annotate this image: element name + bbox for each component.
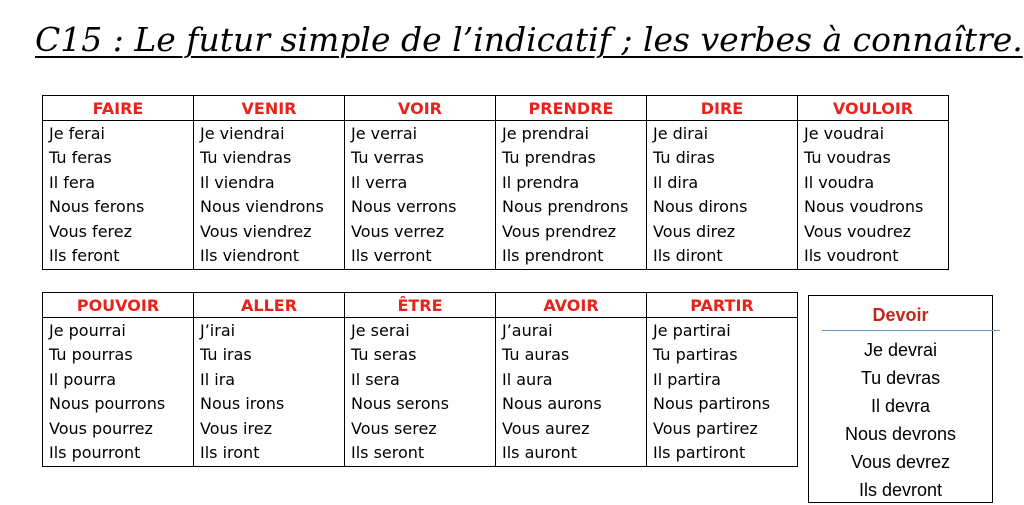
conjugated-form: Nous prendrons (502, 197, 629, 217)
conjugated-form: Tu viendras (200, 148, 292, 168)
conjugated-form: Il verra (351, 172, 408, 192)
conjugated-form: Il viendra (200, 172, 275, 192)
conjugated-form: Ils verront (351, 245, 432, 265)
conjugated-form: Nous viendrons (200, 197, 324, 217)
conjugated-form: Je devrai (863, 340, 938, 360)
conjugated-form: Je serai (351, 321, 410, 340)
verb-header: VENIR (194, 96, 345, 121)
conjugated-form: Tu devras (860, 368, 941, 388)
conjugated-form: Ils partiront (653, 442, 746, 462)
conjugated-form: Ils seront (351, 442, 425, 462)
conjugated-form: Nous voudrons (804, 197, 924, 217)
conjugated-form: Nous irons (200, 394, 285, 414)
conjugated-form: Il partira (653, 369, 721, 389)
verb-column (345, 318, 496, 467)
forms-row (43, 121, 949, 270)
conjugated-form: Ils auront (502, 442, 577, 462)
conjugated-form: Je voudrai (804, 124, 885, 143)
conjugated-form: Vous aurez (502, 418, 590, 438)
conjugated-form: Ils devront (858, 480, 943, 500)
conjugated-form: Tu verras (351, 148, 424, 168)
conjugated-form: Il pourra (49, 369, 117, 389)
verb-column (647, 121, 798, 270)
conjugated-form: Il sera (351, 369, 400, 389)
conjugated-form: Tu pourras (49, 345, 133, 365)
conjugated-form: Tu prendras (502, 148, 596, 168)
conjugated-form: Tu diras (653, 148, 715, 168)
header-row (43, 293, 798, 318)
conjugated-form: Tu voudras (804, 148, 891, 168)
conjugated-form: Tu iras (200, 345, 252, 365)
verb-column (647, 318, 798, 467)
conjugation-table-1 (42, 95, 949, 270)
devoir-title: Devoir (872, 305, 929, 325)
conjugated-form: Tu partiras (653, 345, 738, 365)
conjugated-form: Nous pourrons (49, 394, 166, 414)
conjugated-form: Il devra (870, 396, 931, 416)
page-title: C15 : Le futur simple de l’indicatif ; les verbes à connaître. (35, 20, 1023, 59)
conjugated-form: Vous prendrez (502, 221, 617, 241)
forms-row (43, 318, 798, 467)
conjugated-form: Vous devrez (850, 452, 951, 472)
verb-column (194, 318, 345, 467)
verb-header: PRENDRE (496, 96, 647, 121)
header-row (43, 96, 949, 121)
verb-header: FAIRE (43, 96, 194, 121)
verb-header: DIRE (647, 96, 798, 121)
conjugated-form: Il fera (49, 172, 96, 192)
verb-column (43, 121, 194, 270)
conjugated-form: Il voudra (804, 172, 875, 192)
conjugated-form: Ils iront (200, 442, 260, 462)
conjugated-form: Vous viendrez (200, 221, 312, 241)
conjugated-form: Nous partirons (653, 394, 771, 414)
conjugated-form: Je viendrai (200, 124, 285, 143)
verb-header: ALLER (194, 293, 345, 318)
conjugated-form: Nous dirons (653, 197, 748, 217)
conjugated-form: Vous direz (653, 221, 736, 241)
verb-column (798, 121, 949, 270)
conjugated-form: Nous serons (351, 394, 449, 414)
conjugated-form: Tu auras (502, 345, 570, 365)
conjugated-form: Je ferai (49, 124, 105, 143)
conjugated-form: Vous pourrez (49, 418, 153, 438)
conjugated-form: Nous ferons (49, 197, 145, 217)
conjugated-form: Ils viendront (200, 245, 300, 265)
conjugated-form: Ils voudront (804, 245, 899, 265)
conjugated-form: Ils prendront (502, 245, 604, 265)
conjugated-form: Je prendrai (502, 124, 589, 143)
conjugated-form: Vous ferez (49, 221, 132, 241)
conjugated-form: Vous partirez (653, 418, 758, 438)
conjugated-form: Il ira (200, 369, 236, 389)
verb-column (43, 318, 194, 467)
conjugated-form: Vous serez (351, 418, 437, 438)
divider (822, 330, 1000, 331)
verb-header: PARTIR (647, 293, 798, 318)
verb-header: POUVOIR (43, 293, 194, 318)
conjugated-form: Il aura (502, 369, 553, 389)
conjugated-form: Ils pourront (49, 442, 141, 462)
verb-column (496, 121, 647, 270)
conjugation-table-2 (42, 292, 798, 467)
conjugated-form: Ils diront (653, 245, 723, 265)
conjugated-form: Je partirai (653, 321, 731, 340)
conjugated-form: Je verrai (351, 124, 418, 143)
conjugated-form: Vous irez (200, 418, 272, 438)
conjugated-form: Nous aurons (502, 394, 602, 414)
verb-header: VOULOIR (798, 96, 949, 121)
conjugated-form: Tu feras (49, 148, 112, 168)
verb-column (194, 121, 345, 270)
conjugated-form: Ils feront (49, 245, 120, 265)
conjugated-form: Vous verrez (351, 221, 445, 241)
conjugated-form: Il dira (653, 172, 699, 192)
conjugated-form: J’irai (200, 321, 236, 340)
conjugated-form: J’aurai (502, 321, 553, 340)
conjugated-form: Tu seras (351, 345, 417, 365)
devoir-box (808, 295, 993, 503)
conjugated-form: Je dirai (653, 124, 709, 143)
verb-header: AVOIR (496, 293, 647, 318)
verb-header: ÊTRE (345, 293, 496, 318)
verb-column (496, 318, 647, 467)
conjugated-form: Nous devrons (844, 424, 957, 444)
conjugated-form: Je pourrai (49, 321, 126, 340)
verb-column (345, 121, 496, 270)
devoir-forms (809, 336, 992, 504)
conjugated-form: Vous voudrez (804, 221, 912, 241)
conjugated-form: Il prendra (502, 172, 580, 192)
conjugated-form: Nous verrons (351, 197, 457, 217)
verb-header: VOIR (345, 96, 496, 121)
